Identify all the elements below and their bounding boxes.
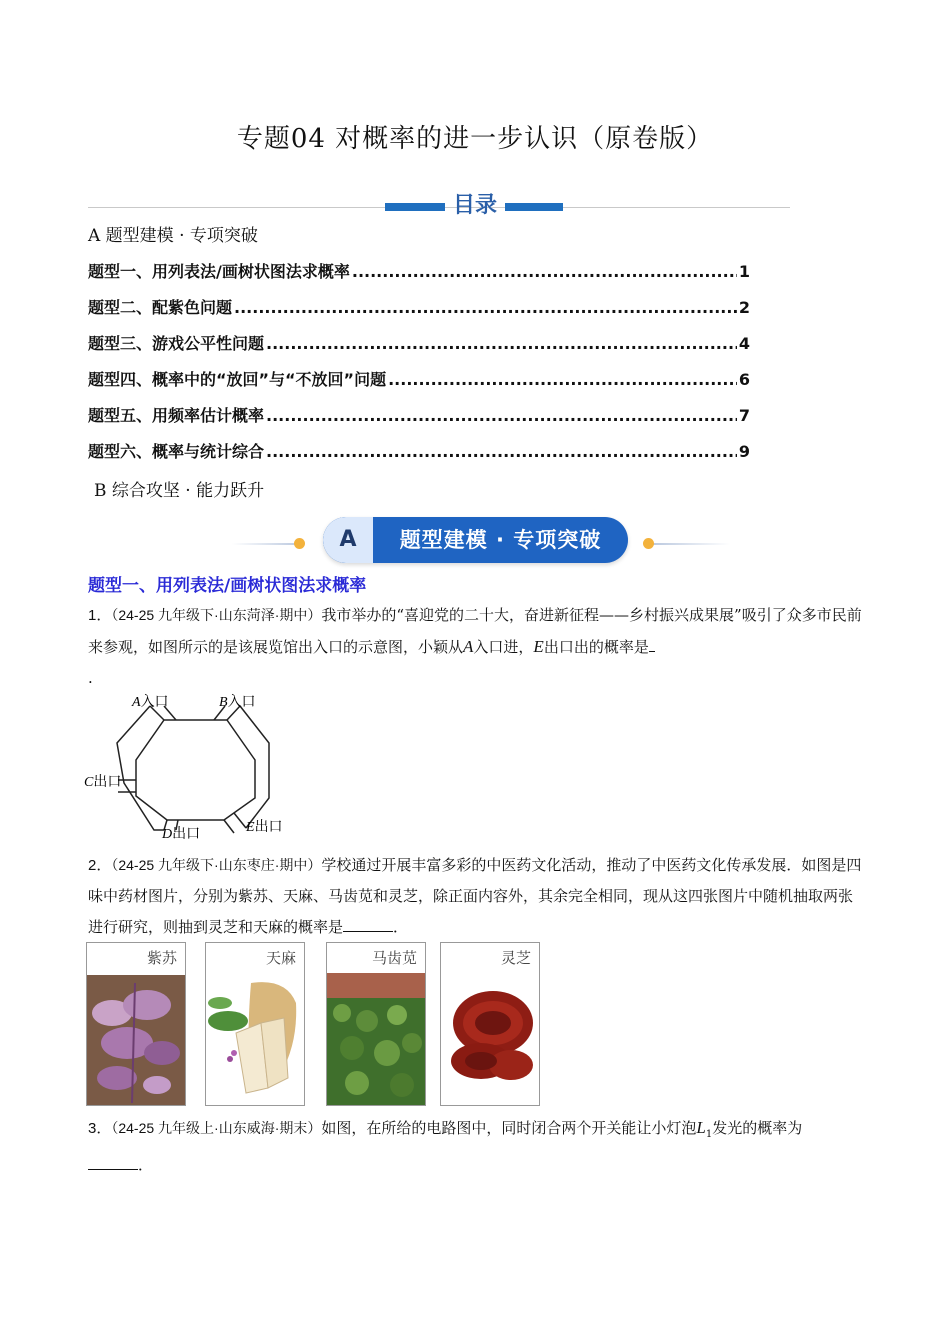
question-number: 1． <box>88 607 112 624</box>
question-1 <box>88 600 863 694</box>
question-number: 2． <box>88 857 112 874</box>
toc-item-page: 4 <box>738 334 750 353</box>
variable-subscript: 1 <box>705 1129 713 1140</box>
diagram-label-b: B入口 <box>219 695 256 710</box>
question-end: . <box>88 669 93 687</box>
banner-dot-left <box>294 538 305 549</box>
diagram-label-d: D出口 <box>162 827 201 842</box>
banner-line-left <box>232 543 302 545</box>
herb-label: 天麻 <box>265 949 296 967</box>
question-end: ． <box>393 918 409 936</box>
herb-photo-tianma <box>205 942 305 1106</box>
answer-blank[interactable] <box>88 1153 138 1170</box>
toc-bar-left <box>385 203 445 211</box>
variable-l: L <box>696 1118 706 1137</box>
variable-a: A <box>463 637 474 656</box>
diagram-label-e: E出口 <box>246 820 283 835</box>
toc-leader <box>352 262 737 281</box>
question-text: 入口进， <box>473 638 534 656</box>
exhibition-hall-diagram <box>84 688 304 843</box>
question-source: （24-25 九年级下·山东菏泽·期中） <box>111 607 322 623</box>
toc-item[interactable] <box>88 295 750 318</box>
banner-letter: A <box>323 517 373 563</box>
section-banner <box>323 517 628 563</box>
herb-label: 紫苏 <box>146 949 177 967</box>
toc-item-label: 题型四、概率中的“放回”与“不放回”问题 <box>88 370 387 389</box>
toc-bar-right <box>505 203 563 211</box>
diagram-label-a: A入口 <box>132 695 169 710</box>
toc-heading: 目录 <box>452 193 497 218</box>
question-2 <box>88 850 863 943</box>
banner-line-right <box>650 543 730 545</box>
question-source: （24-25 九年级上·山东威海·期末） <box>111 1120 322 1136</box>
question-text: 发光的概率为 <box>712 1119 803 1137</box>
variable-e: E <box>533 637 544 656</box>
toc-item-label: 题型六、概率与统计综合 <box>88 442 265 461</box>
toc-item-page: 1 <box>738 262 750 281</box>
page-title: 专题04 对概率的进一步认识（原卷版） <box>236 124 714 154</box>
toc-leader <box>388 370 737 389</box>
question-type-heading: 题型一、用列表法/画树状图法求概率 <box>88 576 367 596</box>
toc-item[interactable] <box>88 439 750 462</box>
toc-item-label: 题型三、游戏公平性问题 <box>88 334 265 353</box>
question-end: ． <box>138 1156 154 1174</box>
toc-leader <box>266 442 737 461</box>
herb-label: 灵芝 <box>500 949 531 967</box>
answer-blank[interactable] <box>649 635 655 652</box>
banner-dot-right <box>643 538 654 549</box>
herb-label: 马齿苋 <box>371 949 417 967</box>
toc-item-label: 题型五、用频率估计概率 <box>88 406 265 425</box>
toc-item[interactable] <box>88 259 750 282</box>
toc-section-b: B 综合攻坚 · 能力跃升 <box>94 481 265 501</box>
banner-text: 题型建模 · 专项突破 <box>399 528 602 552</box>
toc-item-page: 9 <box>738 442 750 461</box>
toc-item[interactable] <box>88 331 750 354</box>
toc-item[interactable] <box>88 403 750 426</box>
question-text: 如图，在所给的电路图中，同时闭合两个开关能让小灯泡 <box>321 1119 697 1137</box>
toc-item-page: 6 <box>738 370 750 389</box>
toc-leader <box>234 298 737 317</box>
toc-item-page: 7 <box>738 406 750 425</box>
question-source: （24-25 九年级下·山东枣庄·期中） <box>111 857 322 873</box>
herb-photo-machixian <box>326 942 426 1106</box>
diagram-label-c: C出口 <box>84 775 122 790</box>
toc-item-label: 题型二、配紫色问题 <box>88 298 233 317</box>
toc-leader <box>266 406 737 425</box>
question-text: 学校通过开展丰富多彩的中医药文化活动，推动了中医药文化传承发展．如图是四味中药材图片，分别为紫苏、天麻、马齿苋和灵芝，除正面内容外，其余完全相同，现从这四张图片中随机抽取两张进行研究，则抽到灵芝和天麻的概率是 <box>88 856 862 936</box>
herb-photo-lingzhi <box>440 942 540 1106</box>
toc-item-label: 题型一、用列表法/画树状图法求概率 <box>88 262 350 281</box>
question-text: 出口出的概率是 <box>543 638 649 656</box>
toc-item[interactable] <box>88 367 750 390</box>
answer-blank[interactable] <box>343 915 393 932</box>
question-number: 3． <box>88 1120 112 1137</box>
question-3 <box>88 1112 863 1181</box>
toc-item-page: 2 <box>738 298 750 317</box>
toc-leader <box>266 334 737 353</box>
herb-photo-zisu <box>86 942 186 1106</box>
question-text: 我市举办的“喜迎党的二十大，奋进新征程——乡村振兴成果展”吸引了众多市民前来参观，如图所示的是该展览馆出入口的示意图，小颖从 <box>88 606 862 656</box>
toc-section-a: A 题型建模 · 专项突破 <box>88 226 258 246</box>
